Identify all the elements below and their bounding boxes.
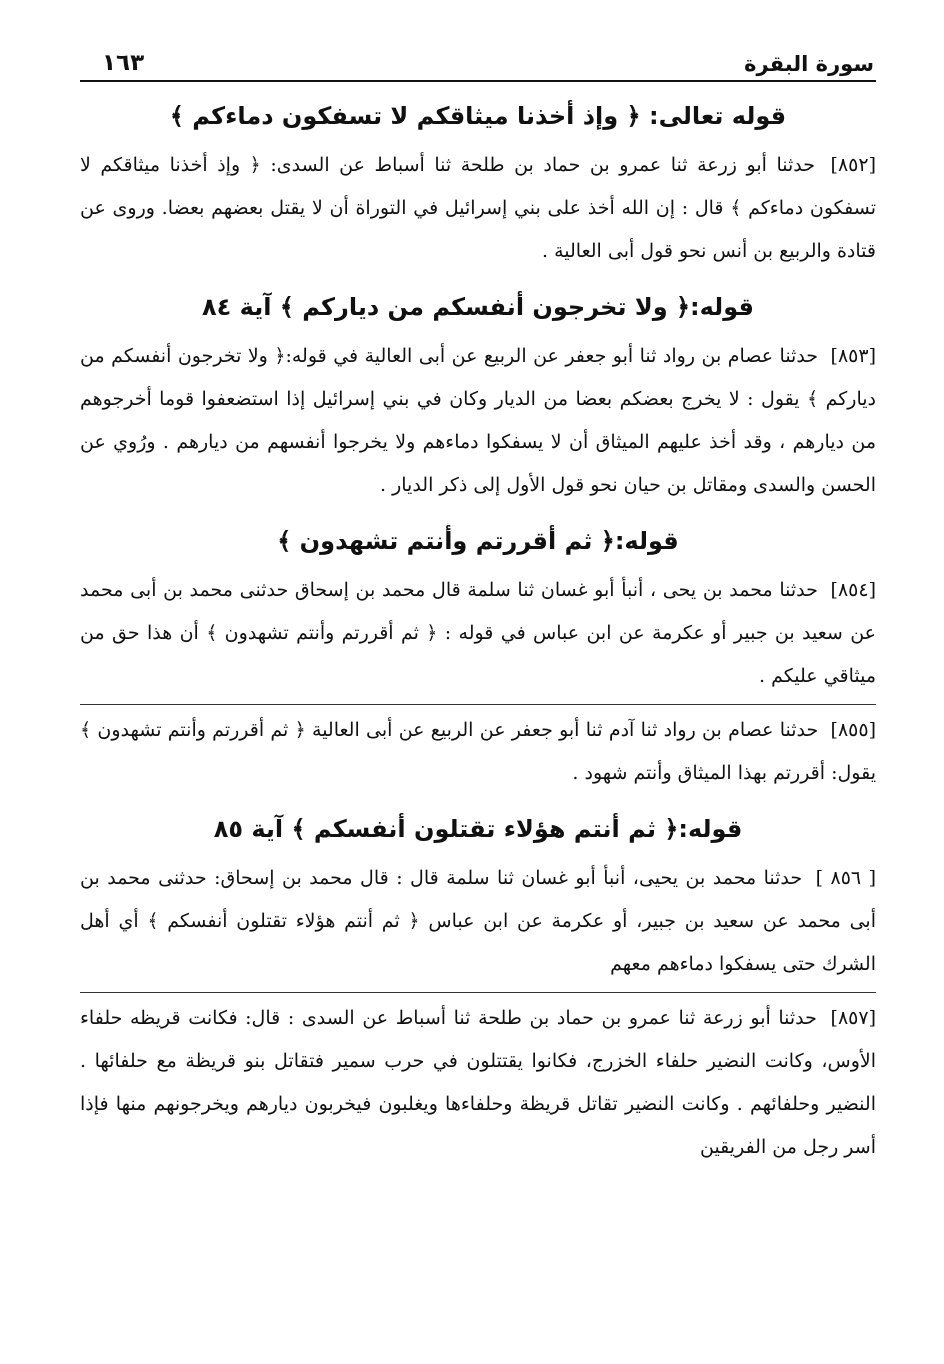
hadith-text: حدثنا محمد بن يحيى، أنبأ أبو غسان ثنا سلمة قال : قال محمد بن إسحاق: حدثنى محمد بن أبى محمد عن سعيد بن جبير، أو عكرمة عن ابن عباس ﴿ ثم أنتم هؤلاء تقتلون أنفسكم ﴾ أي أهل الشرك حتى يسفكوا دماءهم معهم xyxy=(80,867,876,975)
section xyxy=(80,287,876,507)
hadith-paragraph xyxy=(80,569,876,698)
surah-title: سورة البقرة xyxy=(744,52,874,76)
page-header xyxy=(80,32,876,82)
hadith-paragraph xyxy=(80,997,876,1169)
hadith-number: [٨٥٥] xyxy=(830,719,876,741)
section-heading: قوله:﴿ ثم أقررتم وأنتم تشهدون ﴾ xyxy=(277,527,679,555)
hadith-paragraph xyxy=(80,709,876,795)
hadith-text: حدثنا عصام بن رواد ثنا أبو جعفر عن الربيع عن أبى العالية في قوله:﴿ ولا تخرجون أنفسكم من دياركم ﴾ يقول : لا يخرج بعضكم بعضا من الديار وكان في بني إسرائيل إذا استضعفوا قوما أخرجوهم من ديارهم ، وقد أخذ عليهم الميثاق أن لا يسفكوا دماءهم ولا يخرجوا أنفسهم من ديارهم . ورُوي عن الحسن والسدى ومقاتل بن حيان نحو قول الأول إلى ذكر الديار . xyxy=(80,345,876,496)
section-heading: قوله تعالى: ﴿ وإذ أخذنا ميثاقكم لا تسفكون دماءكم ﴾ xyxy=(169,102,787,130)
hadith-number: [٨٥٣] xyxy=(830,345,876,367)
hadith-text: حدثنا عصام بن رواد ثنا آدم ثنا أبو جعفر عن الربيع عن أبى العالية ﴿ ثم أقررتم وأنتم تشهدون ﴾ يقول: أقررتم بهذا الميثاق وأنتم شهود . xyxy=(80,719,876,784)
hadith-number: [٨٥٤] xyxy=(830,579,876,601)
hadith-text: حدثنا أبو زرعة ثنا عمرو بن حماد بن طلحة ثنا أسباط عن السدى : قال: فكانت قريظه حلفاء الأوس، وكانت النضير حلفاء الخزرج، فكانوا يقتتلون في حرب سمير فتقاتل بنو قريظة مع حلفائها . النضير وحلفائهم . وكانت النضير تقاتل قريظة وحلفاءها ويغلبون فيخربون ديارهم ويخرجونهم منها فإذا أسر رجل من الفريقين xyxy=(80,1007,876,1158)
hadith-paragraph xyxy=(80,857,876,986)
hadith-number: [٨٥٢] xyxy=(830,154,876,176)
section xyxy=(80,96,876,273)
section-heading: قوله:﴿ ثم أنتم هؤلاء تقتلون أنفسكم ﴾ آية ٨٥ xyxy=(213,815,743,843)
hadith-paragraph xyxy=(80,335,876,507)
hadith-number: [٨٥٧] xyxy=(830,1007,876,1029)
paragraph-divider xyxy=(80,704,876,705)
paragraph-divider xyxy=(80,992,876,993)
hadith-number: [ ٨٥٦ ] xyxy=(815,867,877,889)
hadith-text: حدثنا محمد بن يحى ، أنبأ أبو غسان ثنا سلمة قال محمد بن إسحاق حدثنى محمد بن أبى محمد عن سعيد بن جبير أو عكرمة عن ابن عباس في قوله : ﴿ ثم أقررتم وأنتم تشهدون ﴾ أن هذا حق من ميثاقي عليكم . xyxy=(80,579,876,687)
hadith-text: حدثنا أبو زرعة ثنا عمرو بن حماد بن طلحة ثنا أسباط عن السدى: ﴿ وإذ أخذنا ميثاقكم لا تسفكون دماءكم ﴾ قال : إن الله أخذ على بني إسرائيل في التوراة أن لا يقتل بعضهم بعضا. وروى عن قتادة والربيع بن أنس نحو قول أبى العالية . xyxy=(80,154,876,262)
hadith-paragraph xyxy=(80,144,876,273)
page-number: ١٦٣ xyxy=(102,50,145,76)
section xyxy=(80,809,876,1169)
book-page xyxy=(80,32,876,1175)
section xyxy=(80,521,876,795)
section-heading: قوله:﴿ ولا تخرجون أنفسكم من دياركم ﴾ آية ٨٤ xyxy=(202,293,754,321)
